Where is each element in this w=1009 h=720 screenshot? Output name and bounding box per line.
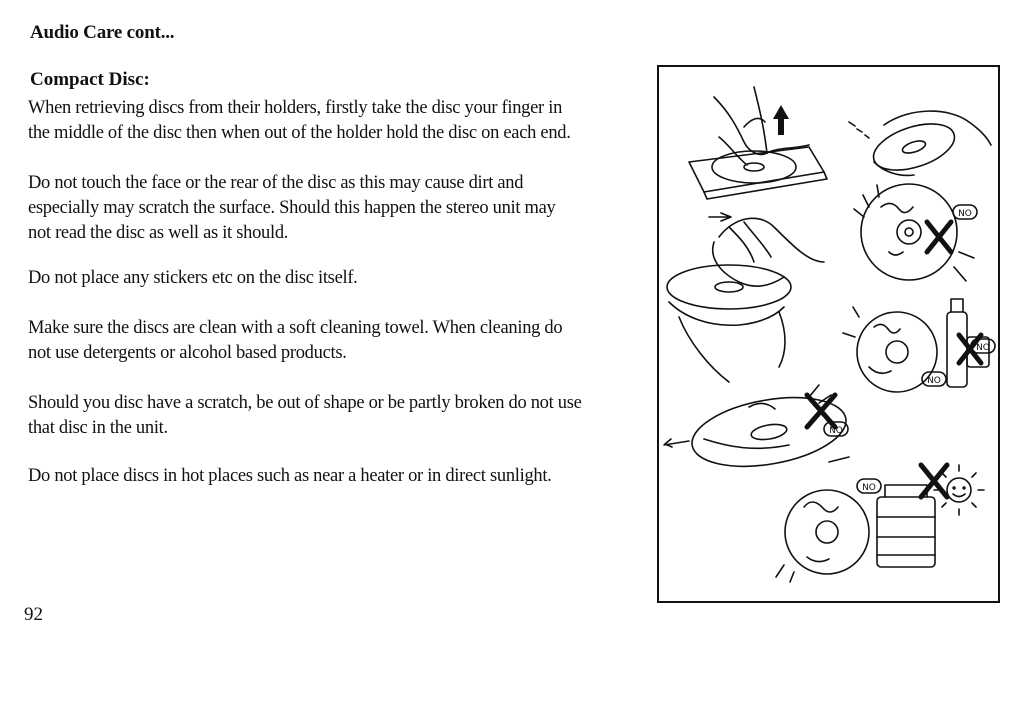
hold-disc-edges-drawing	[849, 111, 991, 179]
paragraph-line: Do not place discs in hot places such as near a heater or in direct sunlight.	[28, 466, 552, 486]
no-sign-badge	[857, 479, 881, 493]
paragraph-line: especially may scratch the surface. Should this happen the stereo unit may	[28, 198, 556, 218]
up-arrow-icon	[773, 105, 789, 135]
paragraph-line: Do not touch the face or the rear of the disc as this may cause dirt and	[28, 173, 524, 193]
paragraph-cleaning	[28, 316, 658, 366]
page-title: Audio Care cont...	[30, 22, 175, 43]
no-damaged-disc-drawing	[664, 385, 851, 477]
no-sign-badge	[953, 205, 977, 219]
paragraph-line: Make sure the discs are clean with a soft cleaning towel. When cleaning do	[28, 318, 563, 338]
svg-text:NO: NO	[862, 483, 876, 493]
no-writing-on-disc-drawing	[854, 184, 974, 281]
paragraph-line: that disc in the unit.	[28, 418, 168, 438]
section-title: Compact Disc:	[30, 69, 150, 90]
svg-text:NO: NO	[958, 209, 972, 219]
paragraph-line: When retrieving discs from their holders, firstly take the disc your finger in	[28, 98, 563, 118]
paragraph-hot-places	[28, 464, 658, 489]
paragraph-do-not-touch	[28, 171, 658, 246]
page-number: 92	[24, 604, 43, 625]
paragraph-no-stickers	[28, 266, 658, 291]
paragraph-retrieving-discs	[28, 96, 658, 146]
paragraph-line: Do not place any stickers etc on the disc itself.	[28, 268, 358, 288]
cross-mark-icon	[921, 465, 947, 497]
paragraph-line: Should you disc have a scratch, be out of shape or be partly broken do not use	[28, 393, 582, 413]
wipe-disc-cloth-drawing	[667, 213, 824, 382]
svg-text:NO: NO	[927, 376, 941, 386]
cross-mark-icon	[927, 222, 951, 252]
paragraph-line: not read the disc as well as it should.	[28, 223, 289, 243]
paragraph-line: not use detergents or alcohol based products.	[28, 343, 347, 363]
paragraph-scratched-discs	[28, 391, 668, 441]
paragraph-line: the middle of the disc then when out of the holder hold the disc on each end.	[28, 123, 571, 143]
lift-disc-from-case-drawing	[689, 87, 827, 199]
svg-text:NO: NO	[829, 426, 843, 436]
svg-text:NO: NO	[976, 343, 990, 353]
disc-care-illustration	[657, 65, 1000, 603]
